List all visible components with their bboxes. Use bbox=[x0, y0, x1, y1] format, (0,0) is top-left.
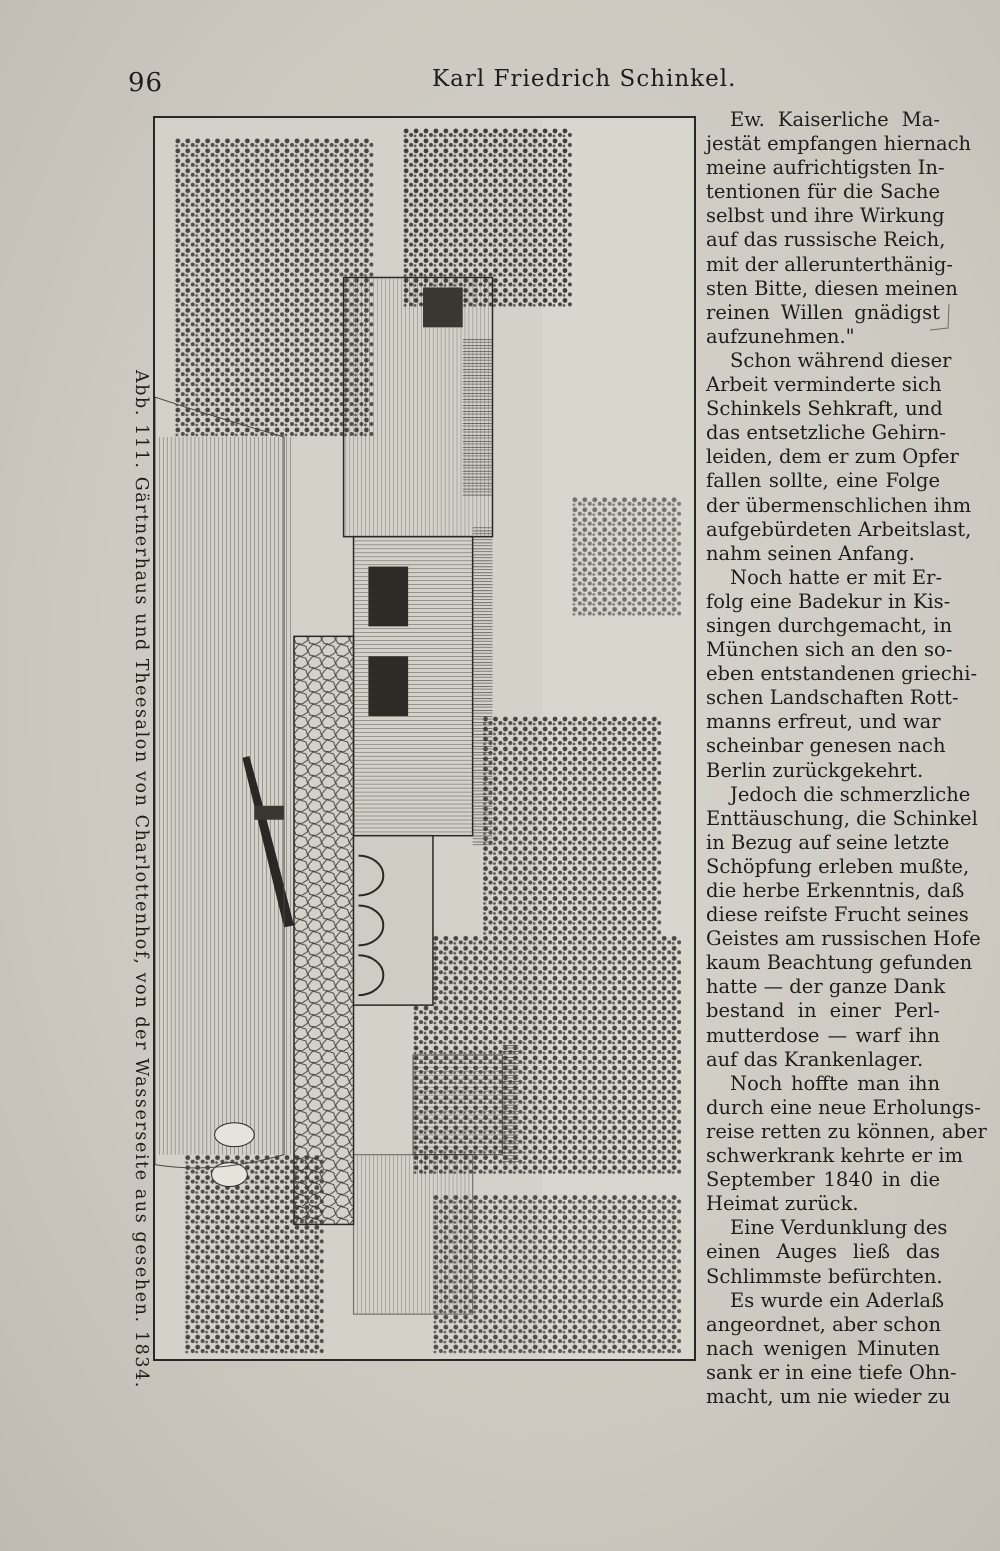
body-text-line: leiden, dem er zum Opfer bbox=[706, 445, 959, 469]
body-text-line: bestand in einer Perl- bbox=[706, 999, 940, 1023]
body-text-line: die herbe Erkenntnis, daß bbox=[706, 879, 965, 902]
body-text-line: auf das russische Reich, bbox=[706, 228, 946, 252]
body-text-line: September 1840 in die bbox=[706, 1168, 940, 1192]
body-text-line: eben entstandenen griechi- bbox=[706, 662, 978, 686]
body-text-line: Arbeit verminderte sich bbox=[706, 373, 942, 397]
body-text-line: aufzunehmen." bbox=[706, 324, 855, 348]
body-text-line: einen Auges ließ das bbox=[706, 1240, 940, 1264]
body-text-line: hatte — der ganze Dank bbox=[706, 975, 946, 999]
body-text-line: in Bezug auf seine letzte bbox=[706, 830, 950, 854]
body-text-line: nahm seinen Anfang. bbox=[706, 541, 915, 565]
body-text-line: singen durchgemacht, in bbox=[706, 613, 953, 637]
body-text-line: meine aufrichtigsten In- bbox=[706, 156, 945, 180]
body-text-line: fallen sollte, eine Folge bbox=[706, 469, 940, 493]
body-text-line: Schon während dieser bbox=[730, 348, 952, 372]
body-text-line: Heimat zurück. bbox=[706, 1192, 859, 1216]
body-text-line: kaum Beachtung gefunden bbox=[706, 951, 973, 975]
pencil-mark-icon bbox=[928, 300, 952, 336]
body-text-line: manns erfreut, und war bbox=[706, 710, 941, 734]
body-text-line: aufgebürdeten Arbeitslast, bbox=[706, 517, 972, 541]
running-head: Karl Friedrich Schinkel. bbox=[432, 66, 737, 92]
body-text-line: angeordnet, aber schon bbox=[706, 1312, 942, 1336]
body-text-line: jestät empfangen hiernach bbox=[706, 132, 972, 156]
body-text-line: nach wenigen Minuten bbox=[706, 1336, 940, 1360]
body-text-line: Schlimmste befürchten. bbox=[706, 1264, 943, 1288]
body-text-line: mit der allerunterthänig- bbox=[706, 252, 953, 276]
body-text-line: diese reifste Frucht seines bbox=[706, 903, 969, 927]
body-text-line: Eine Verdunklung des bbox=[730, 1216, 948, 1240]
engraving-illustration bbox=[153, 116, 696, 1361]
body-text-line: Jedoch die schmerzliche bbox=[730, 782, 971, 806]
body-text-line: macht, um nie wieder zu bbox=[706, 1384, 951, 1408]
body-text-line: sten Bitte, diesen meinen bbox=[706, 276, 958, 300]
body-text-line: Enttäuschung, die Schinkel bbox=[706, 806, 978, 830]
body-text-line: Schöpfung erleben mußte, bbox=[706, 854, 970, 878]
body-text-line: der übermenschlichen ihm bbox=[706, 493, 972, 517]
body-text-line: das entsetzliche Gehirn- bbox=[706, 421, 946, 445]
body-text-line: reise retten zu können, aber bbox=[706, 1119, 987, 1143]
body-text-line: Ew. Kaiserliche Ma- bbox=[730, 108, 940, 131]
body-text-line: München sich an den so- bbox=[706, 638, 953, 662]
body-text-line: Es wurde ein Aderlaß bbox=[730, 1288, 945, 1312]
body-text-line: schen Landschaften Rott- bbox=[706, 686, 959, 710]
body-text-line: auf das Krankenlager. bbox=[706, 1047, 924, 1071]
body-text-line: Geistes am russischen Hofe bbox=[706, 927, 981, 951]
body-text-line: mutterdose — warf ihn bbox=[706, 1023, 940, 1047]
body-text-line: Berlin zurückgekehrt. bbox=[706, 758, 924, 782]
body-text-line: folg eine Badekur in Kis- bbox=[706, 589, 951, 613]
body-text-line: Noch hoffte man ihn bbox=[730, 1071, 940, 1095]
body-text-line: reinen Willen gnädigst bbox=[706, 300, 940, 324]
body-text-line: Noch hatte er mit Er- bbox=[730, 565, 943, 589]
body-text-line: scheinbar genesen nach bbox=[706, 734, 946, 758]
body-text-line: sank er in eine tiefe Ohn- bbox=[706, 1360, 957, 1384]
body-text-column bbox=[706, 108, 987, 1409]
page-number: 96 bbox=[128, 68, 164, 98]
body-text-line: durch eine neue Erholungs- bbox=[706, 1095, 981, 1119]
body-text-line: tentionen für die Sache bbox=[706, 180, 940, 204]
engraving-drawing bbox=[155, 118, 694, 1359]
body-text-line: Schinkels Sehkraft, und bbox=[706, 397, 943, 421]
body-text-line: selbst und ihre Wirkung bbox=[706, 204, 945, 228]
figure-caption: Abb. 111. Gärtnerhaus und Theesalon von Charlottenhof, von der Wasserseite aus gesehen. 1834. bbox=[131, 370, 151, 1389]
body-text-line: schwerkrank kehrte er im bbox=[706, 1144, 963, 1168]
